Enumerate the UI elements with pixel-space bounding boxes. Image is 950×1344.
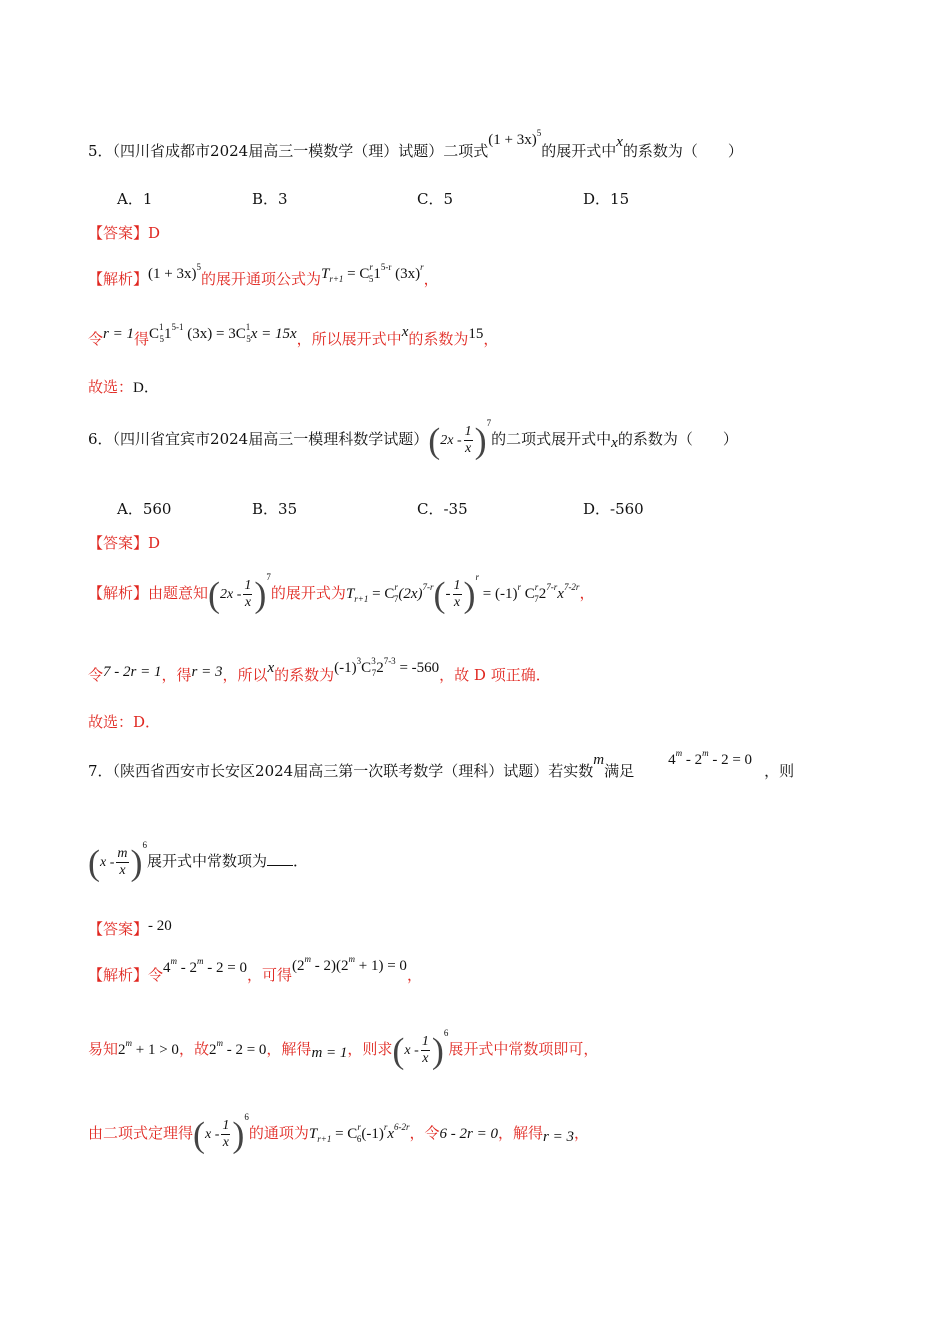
q7-a3-formula: $T_{r+1} = C^r_6(-1)^rx^{6-2r}$ (308, 1122, 410, 1144)
q6-options (117, 498, 817, 520)
q7-answer-value: - 20 (148, 918, 172, 934)
q7-analysis-line1: 【解析】令4$^m$ - 2$^m$ - 2 = 0，可得(2$^m$ - 2)(2$^m$ + 1) = 0， (88, 954, 422, 984)
q6-stem: 6．（四川省宜宾市2024届高三一模理科数学试题）(2x - $\frac{1}{x}$ )$^7$的二项式展开式中x的系数为（ ） (88, 414, 738, 464)
q5-exp: 5 (536, 128, 542, 138)
q6-answer: 【答案】D (88, 534, 161, 552)
q6-conclusion: 故选：D． (88, 713, 161, 731)
q5-option-c[interactable]: C．5 (417, 190, 454, 208)
q6-a1-formula: $T_{r+1} = C^r_7(2x)^{7-r}(-$ $\frac{1}{x}$ )$^r = (-1)^r$ $C^r_72^{7-r}x^{7-2r}$ (345, 571, 580, 615)
q6-a2-formula: $(-1)^3C^3_72^{7-3} = -560$ (334, 656, 440, 678)
q6-number: 6． (88, 430, 113, 448)
q5-answer-value: D (148, 224, 161, 242)
q5-var: x (616, 134, 623, 150)
q7-condition: 4$^m$ - 2$^m$ - 2 = 0 (668, 748, 753, 768)
q6-analysis-line2: 令7 - 2r = 1，得r = 3，所以x的系数为$(-1)^3C^3_72^{7-3} = -560$，故 D 项正确． (88, 656, 551, 684)
q7-number: 7． (88, 762, 113, 780)
q5-option-b[interactable]: B．3 (252, 190, 288, 208)
q5-a2-formula: $C^1_51^{5-1}$ $(3x) = 3C^1_5x = 15x$ (149, 322, 297, 344)
q6-option-d[interactable]: D．-560 (583, 500, 644, 518)
q6-answer-value: D (148, 534, 161, 552)
q7-answer: 【答案】- 20 (88, 918, 172, 938)
q5-answer (88, 222, 160, 244)
q7-analysis-line2: 易知2$^m$ + 1 > 0，故2$^m$ - 2 = 0，解得m = 1，则求(x - $\frac{1}{x}$ )$^6$展开式中常数项即可， (88, 1027, 599, 1071)
q5-conclusion: 故选：D． (88, 378, 159, 396)
q5-option-a[interactable]: A．1 (117, 190, 153, 208)
q5-option-d[interactable]: D．15 (583, 190, 630, 208)
q6-analysis-line1: 【解析】由题意知(2x - $\frac{1}{x}$ )$^7$的展开式为$T_{r+1} = C^r_7(2x)^{7-r}(-$ $\frac{1}{x}$ )$^r = (-1)^r$ $C^r_72^{7-r}x^{7-2r}$， (88, 568, 594, 618)
q6-option-b[interactable]: B．35 (252, 500, 298, 518)
q5-expr: (1 + 3x) (488, 132, 537, 148)
q5-a1-formula: $T_{r+1} = C^r_51^{5-r}$ $(3x)^r$ (320, 262, 424, 284)
q6-stem-text: （四川省宜宾市2024届高三一模理科数学试题） (112, 430, 429, 448)
q5-stem-post: 的系数为（ ） (622, 142, 743, 160)
q5-analysis-line1: 【解析】$(1 + 3x)^5$的展开通项公式为$T_{r+1} = C^r_51^{5-r}$ $(3x)^r$， (88, 262, 439, 288)
q5-stem-mid: 的展开式中 (541, 142, 617, 160)
q5-stem-text: （四川省成都市2024届高三一模数学（理）试题）二项式 (112, 142, 489, 160)
q7-stem: 7．（陕西省西安市长安区2024届高三第一次联考数学（理科）试题）若实数m满足4$^m$ - 2$^m$ - 2 = 0，则 (88, 748, 795, 780)
q6-option-a[interactable]: A．560 (117, 500, 172, 518)
q7-analysis-line3: 由二项式定理得(x - $\frac{1}{x}$ )$^6$的通项为$T_{r+1} = C^r_6(-1)^rx^{6-2r}$，令6 - 2r = 0，解得r = 3， (88, 1111, 589, 1155)
q5-stem (88, 128, 743, 164)
q6-option-c[interactable]: C．-35 (417, 500, 468, 518)
q5-options (117, 188, 817, 210)
q5-a1-expr: (1 + 3x) (148, 266, 197, 282)
q5-analysis-line2: 令r = 1得$C^1_51^{5-1}$ $(3x) = 3C^1_5x = 15x$，所以展开式中x的系数为15， (88, 322, 499, 348)
q6-expr: (2x - $\frac{1}{x}$ )$^7$ (428, 417, 492, 461)
analysis-label: 【解析】 (88, 270, 149, 288)
answer-blank[interactable] (267, 851, 293, 866)
q5-number: 5． (88, 142, 113, 160)
q7-stem-line2: (x - $\frac{m}{x}$ )$^6$展开式中常数项为 ． (88, 839, 309, 883)
answer-label: 【答案】 (88, 224, 149, 242)
